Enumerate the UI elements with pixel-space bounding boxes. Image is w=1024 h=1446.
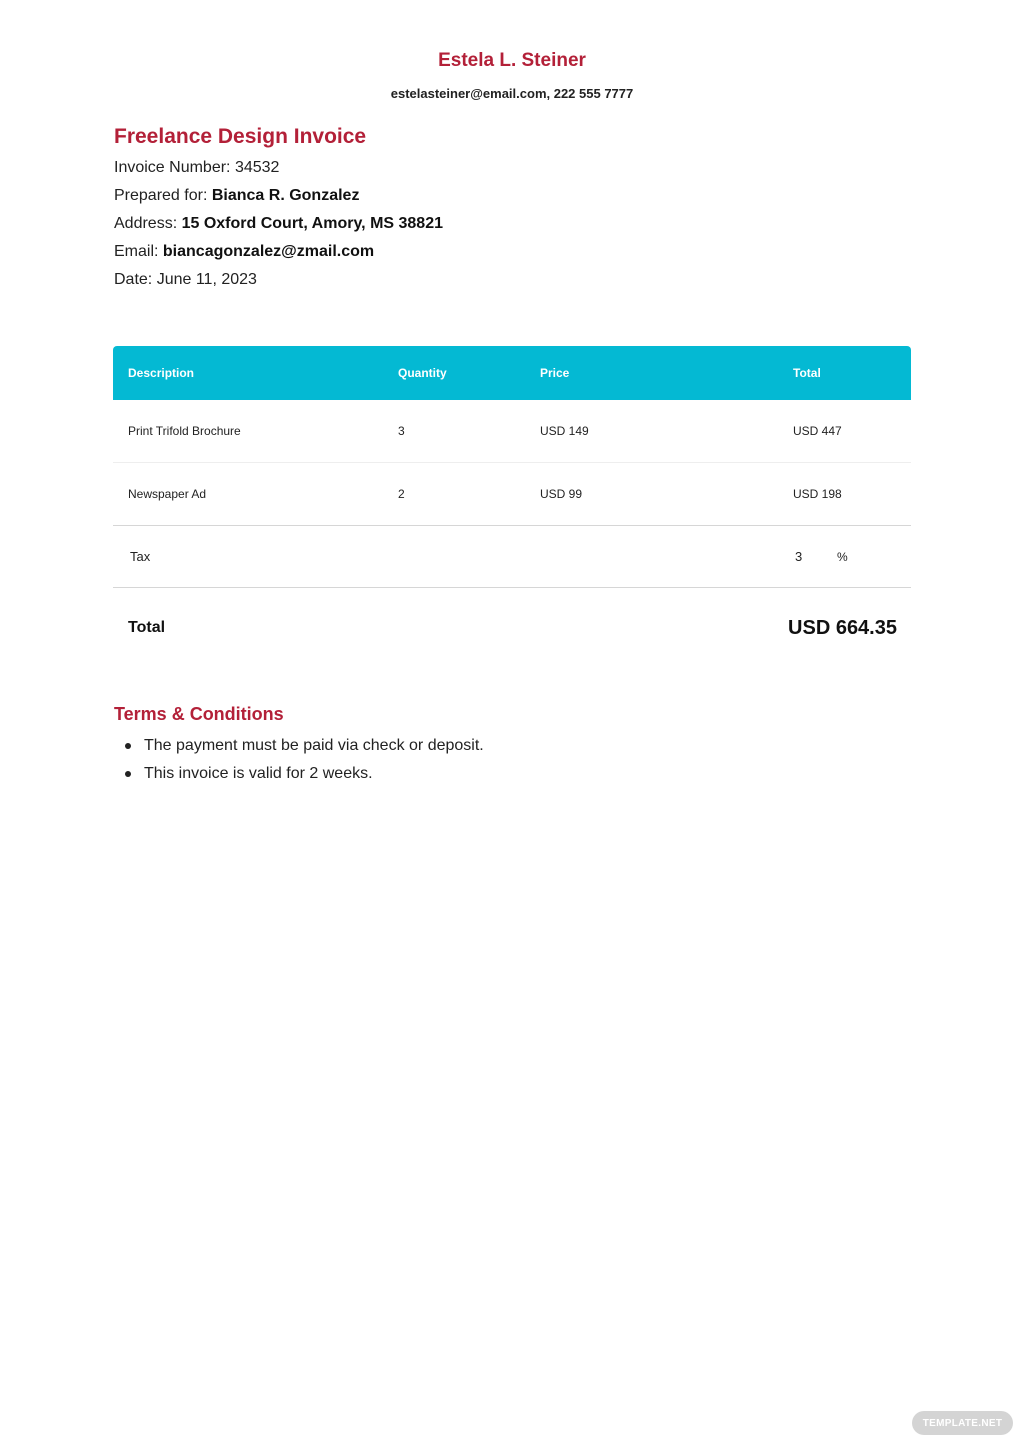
row-quantity: 2 bbox=[398, 487, 405, 501]
table-row bbox=[113, 400, 911, 463]
invoice-number-label: Invoice Number: bbox=[114, 159, 231, 176]
row-description: Newspaper Ad bbox=[128, 487, 207, 501]
prepared-for-line bbox=[114, 187, 359, 205]
bullet-icon bbox=[125, 771, 131, 777]
invoice-number-value: 34532 bbox=[234, 159, 280, 176]
sender-contact: estelasteiner@email.com, 222 555 7777 bbox=[390, 86, 634, 101]
row-description: Print Trifold Brochure bbox=[128, 424, 241, 438]
invoice-title: Freelance Design Invoice bbox=[114, 125, 367, 148]
email-line bbox=[114, 243, 374, 261]
grand-total-value: USD 664.35 bbox=[788, 616, 897, 639]
address-value: 15 Oxford Court, Amory, MS 38821 bbox=[181, 215, 443, 232]
terms-item-text: This invoice is valid for 2 weeks. bbox=[144, 765, 373, 782]
address-label: Address: bbox=[114, 215, 178, 232]
email-value: biancagonzalez@zmail.com bbox=[162, 243, 375, 260]
prepared-for-value: Bianca R. Gonzalez bbox=[211, 187, 360, 204]
watermark-logo: TEMPLATE.NET bbox=[912, 1411, 1013, 1435]
tax-value: 3 bbox=[795, 549, 803, 564]
bullet-icon bbox=[125, 743, 131, 749]
terms-title: Terms & Conditions bbox=[114, 704, 284, 724]
date-line bbox=[114, 271, 257, 289]
row-quantity: 3 bbox=[398, 424, 405, 438]
date-label: Date: bbox=[114, 271, 153, 288]
tax-unit: % bbox=[837, 549, 848, 564]
list-item bbox=[114, 736, 484, 764]
header-total: Total bbox=[793, 366, 821, 380]
header-price: Price bbox=[540, 366, 570, 380]
address-line bbox=[114, 215, 443, 233]
grand-total-label: Total bbox=[128, 619, 166, 636]
header-quantity: Quantity bbox=[398, 366, 447, 380]
row-total: USD 447 bbox=[793, 424, 842, 438]
invoice-number-line bbox=[114, 159, 279, 177]
row-price: USD 99 bbox=[540, 487, 583, 501]
tax-label: Tax bbox=[130, 549, 151, 564]
date-value: June 11, 2023 bbox=[156, 271, 257, 288]
header-description: Description bbox=[128, 366, 195, 380]
invoice-table bbox=[113, 346, 911, 668]
grand-total-row bbox=[113, 588, 911, 668]
table-header bbox=[113, 346, 911, 400]
list-item bbox=[114, 764, 484, 792]
terms-item-text: The payment must be paid via check or deposit. bbox=[144, 737, 484, 754]
tax-row bbox=[113, 526, 911, 588]
row-total: USD 198 bbox=[793, 487, 842, 501]
terms-list bbox=[114, 736, 484, 792]
row-price: USD 149 bbox=[540, 424, 589, 438]
sender-name: Estela L. Steiner bbox=[438, 50, 586, 71]
email-label: Email: bbox=[114, 243, 159, 260]
table-row bbox=[113, 463, 911, 526]
prepared-for-label: Prepared for: bbox=[114, 187, 208, 204]
